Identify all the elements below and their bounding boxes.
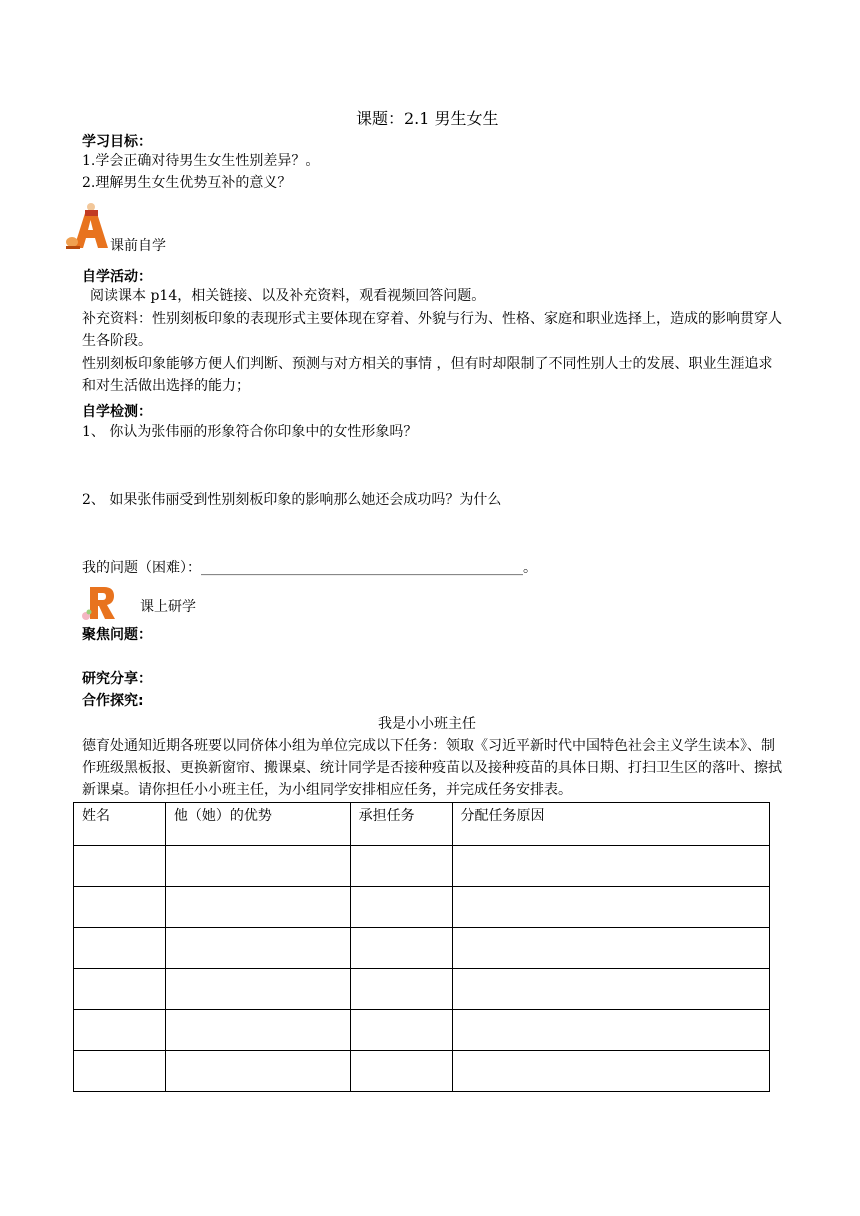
- focus-heading: 聚焦问题：: [82, 627, 152, 643]
- table-cell[interactable]: [165, 969, 350, 1010]
- table-cell[interactable]: [350, 887, 452, 928]
- table-cell[interactable]: [165, 1051, 350, 1092]
- table-cell[interactable]: [165, 1010, 350, 1051]
- header-strength: 他（她）的优势: [165, 803, 350, 846]
- table-row: [74, 887, 770, 928]
- table-cell[interactable]: [350, 969, 452, 1010]
- page-title: 课题：2.1 男生女生: [356, 109, 499, 128]
- table-row: [74, 1010, 770, 1051]
- table-row: [74, 1051, 770, 1092]
- table-cell[interactable]: [74, 846, 166, 887]
- question-2: 2、 如果张伟丽受到性别刻板印象的影响那么她还会成功吗？为什么: [82, 492, 502, 508]
- header-name: 姓名: [74, 803, 166, 846]
- supplement-paragraph: 补充资料：性别刻板印象的表现形式主要体现在穿着、外貌与行为、性格、家庭和职业选择上，造成的影响贯穿人生各阶段。: [82, 311, 782, 349]
- letter-r-icon: [80, 583, 120, 623]
- table-cell[interactable]: [74, 969, 166, 1010]
- table-cell[interactable]: [350, 928, 452, 969]
- share-heading: 研究分享：: [82, 671, 152, 687]
- table-cell[interactable]: [350, 1051, 452, 1092]
- table-cell[interactable]: [74, 1051, 166, 1092]
- table-row: [74, 846, 770, 887]
- table-cell[interactable]: [452, 887, 770, 928]
- table-row: [74, 969, 770, 1010]
- check-heading: 自学检测：: [82, 404, 152, 420]
- stereotype-paragraph: 性别刻板印象能够方便人们判断、预测与对方相关的事情 ，但有时却限制了不同性别人士的发展、职业生涯追求和对生活做出选择的能力；: [82, 356, 773, 394]
- activity-text: 阅读课本 p14，相关链接、以及补充资料，观看视频回答问题。: [90, 288, 486, 304]
- table-cell[interactable]: [165, 928, 350, 969]
- table-cell[interactable]: [165, 846, 350, 887]
- header-task: 承担任务: [350, 803, 452, 846]
- table-cell[interactable]: [452, 1010, 770, 1051]
- table-cell[interactable]: [74, 1010, 166, 1051]
- objectives-heading: 学习目标：: [82, 134, 152, 150]
- table-cell[interactable]: [74, 887, 166, 928]
- table-cell[interactable]: [165, 887, 350, 928]
- table-row: [74, 928, 770, 969]
- objective-item-1: 1.学会正确对待男生女生性别差异？。: [82, 153, 320, 169]
- table-cell[interactable]: [74, 928, 166, 969]
- in-class-section-label: 课上研学: [140, 599, 196, 615]
- question-1: 1、 你认为张伟丽的形象符合你印象中的女性形象吗？: [82, 424, 418, 440]
- table-cell[interactable]: [452, 1051, 770, 1092]
- activity-heading: 自学活动：: [82, 269, 152, 285]
- table-header-row: [74, 803, 770, 846]
- table-cell[interactable]: [350, 1010, 452, 1051]
- table-cell[interactable]: [452, 846, 770, 887]
- table-cell[interactable]: [452, 969, 770, 1010]
- task-assignment-table: [73, 802, 770, 1092]
- letter-a-reading-icon: [66, 202, 110, 250]
- pre-study-section-label: 课前自学: [110, 238, 166, 254]
- my-question-line[interactable]: 我的问题（困难）：______________________________________________。: [82, 560, 537, 576]
- task-paragraph: 德育处通知近期各班要以同侪体小组为单位完成以下任务：领取《习近平新时代中国特色社会主义学生读本》、制作班级黑板报、更换新窗帘、搬课桌、统计同学是否接种疫苗以及接种疫苗的具体日期、打扫卫生区的落叶、擦拭新课桌。请你担任小小班主任，为小组同学安排相应任务，并完成任务安排表。: [82, 738, 782, 798]
- table-cell[interactable]: [350, 846, 452, 887]
- header-reason: 分配任务原因: [452, 803, 770, 846]
- coop-heading: 合作探究:: [82, 693, 144, 709]
- objective-item-2: 2.理解男生女生优势互补的意义？: [82, 175, 292, 191]
- activity-subtitle: 我是小小班主任: [378, 716, 476, 732]
- table-cell[interactable]: [452, 928, 770, 969]
